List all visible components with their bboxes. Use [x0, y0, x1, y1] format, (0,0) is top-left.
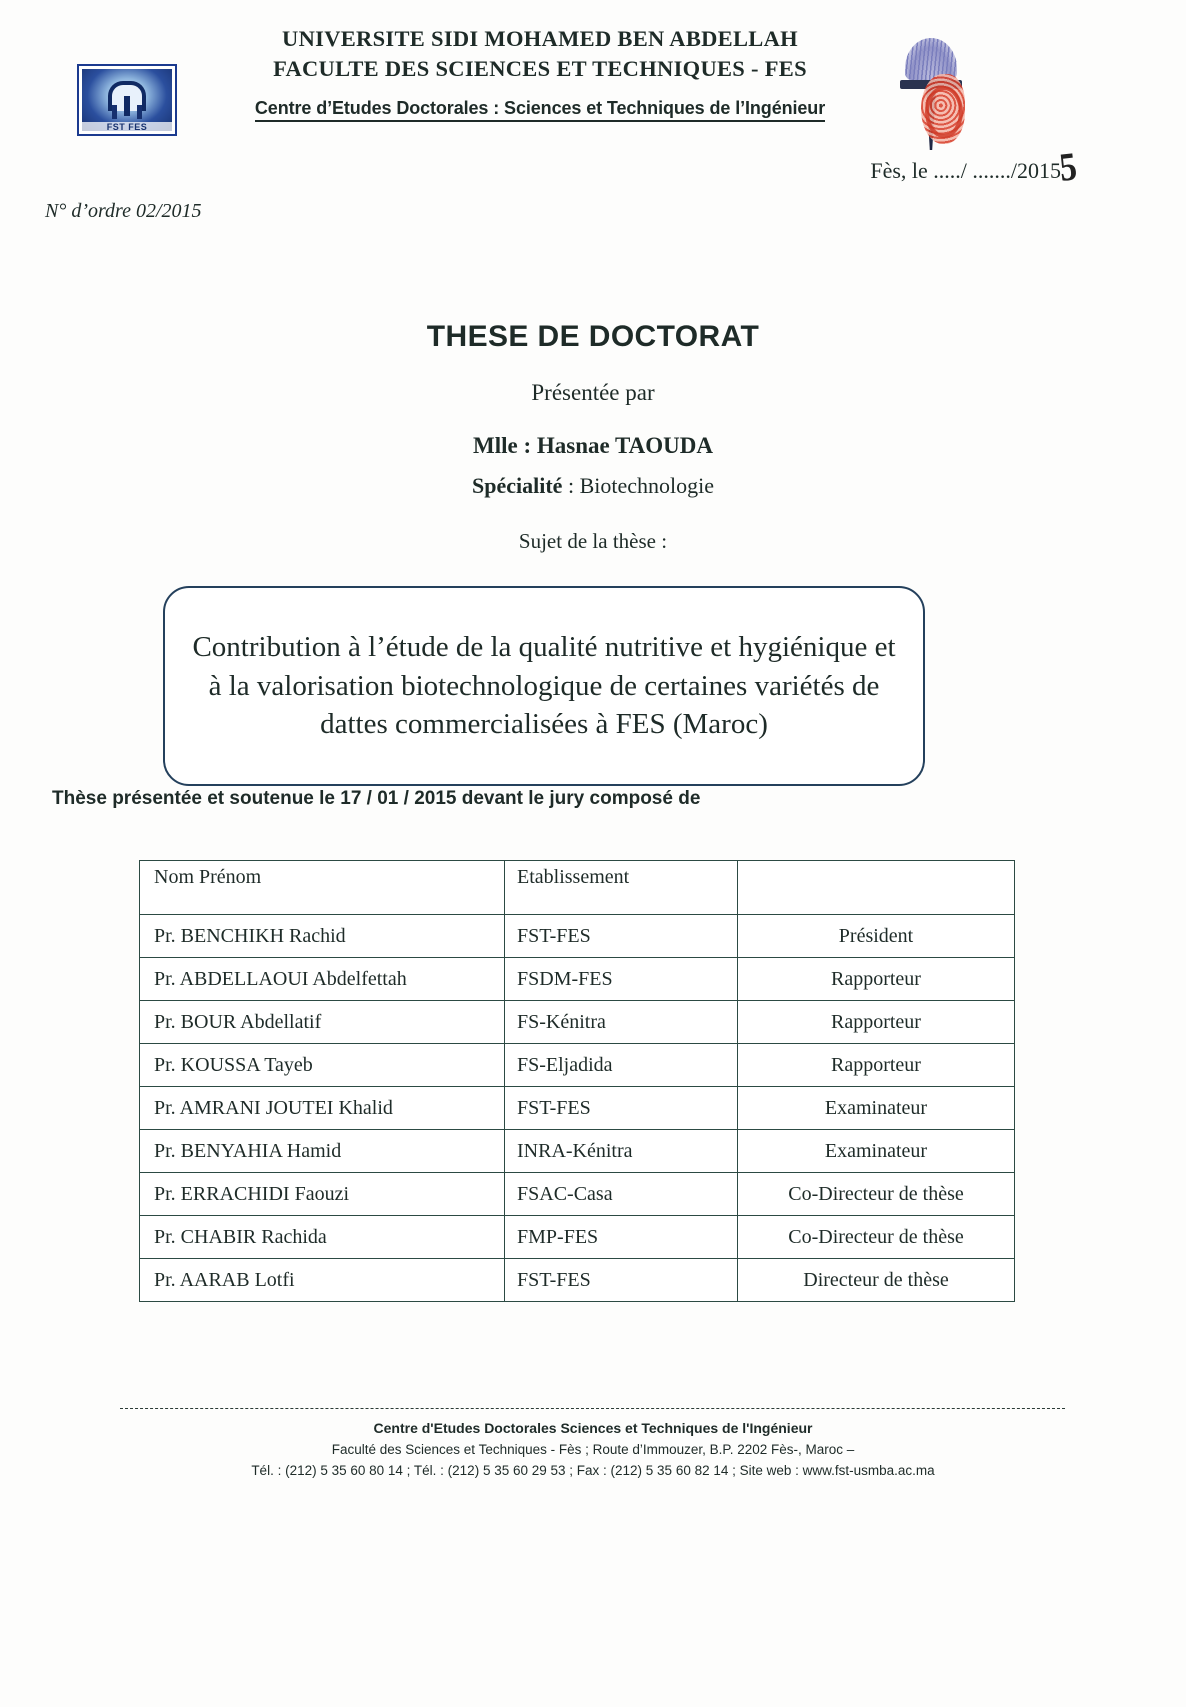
fst-fes-logo-caption: FST FES: [79, 122, 175, 132]
candidate-prefix: Mlle :: [473, 433, 537, 458]
page-footer: [0, 1418, 1186, 1482]
candidate-line: [0, 433, 1186, 459]
header-institution-block: [200, 24, 880, 122]
footer-address: Faculté des Sciences et Techniques - Fès ; Route d’Immouzer, B.P. 2202 Fès-, Maroc –: [331, 1441, 855, 1457]
jury-member-name: Pr. BENCHIKH Rachid: [140, 915, 505, 958]
jury-member-name: Pr. AARAB Lotfi: [140, 1259, 505, 1302]
table-row: [140, 1001, 1015, 1044]
footer-center-name: Centre d'Etudes Doctorales Sciences et Techniques de l'Ingénieur: [373, 1420, 813, 1436]
jury-member-establishment: FS-Kénitra: [505, 1001, 738, 1044]
jury-member-name: Pr. ERRACHIDI Faouzi: [140, 1173, 505, 1216]
jury-member-role: Directeur de thèse: [738, 1259, 1015, 1302]
jury-member-role: Président: [738, 915, 1015, 958]
column-header-name: Nom Prénom: [140, 861, 505, 915]
jury-member-establishment: INRA-Kénitra: [505, 1130, 738, 1173]
jury-member-name: Pr. CHABIR Rachida: [140, 1216, 505, 1259]
jury-member-establishment: FS-Eljadida: [505, 1044, 738, 1087]
jury-member-role: Examinateur: [738, 1087, 1015, 1130]
faculty-name: FACULTE DES SCIENCES ET TECHNIQUES - FES: [273, 55, 807, 81]
footer-divider: [120, 1408, 1065, 1409]
jury-table-header-row: [140, 861, 1015, 915]
table-row: [140, 1044, 1015, 1087]
table-row: [140, 1173, 1015, 1216]
column-header-role: [738, 861, 1015, 915]
jury-table: [139, 860, 1015, 1302]
page-title: THESE DE DOCTORAT: [426, 320, 760, 353]
date-line: Fès, le ...../ ......./2015: [870, 158, 1061, 183]
fst-fes-logo-stem: [124, 96, 130, 116]
table-row: [140, 1216, 1015, 1259]
jury-member-role: Rapporteur: [738, 1044, 1015, 1087]
jury-member-role: Co-Directeur de thèse: [738, 1173, 1015, 1216]
jury-member-establishment: FST-FES: [505, 1087, 738, 1130]
jury-member-role: Rapporteur: [738, 1001, 1015, 1044]
fst-fes-logo-right-leg: [137, 105, 142, 119]
table-row: [140, 1087, 1015, 1130]
jury-member-role: Examinateur: [738, 1130, 1015, 1173]
table-row: [140, 1259, 1015, 1302]
jury-table-body: [140, 861, 1015, 1302]
usmba-emblem-logo: [895, 38, 967, 156]
table-row: [140, 915, 1015, 958]
order-number: N° d’ordre 02/2015: [45, 200, 202, 222]
handwritten-year-digit: 5: [1057, 143, 1079, 190]
table-row: [140, 1130, 1015, 1173]
jury-member-establishment: FSAC-Casa: [505, 1173, 738, 1216]
jury-member-establishment: FMP-FES: [505, 1216, 738, 1259]
presented-by-label: Présentée par: [531, 380, 655, 405]
speciality-label: Spécialité: [472, 473, 563, 498]
jury-member-establishment: FST-FES: [505, 1259, 738, 1302]
jury-member-name: Pr. BENYAHIA Hamid: [140, 1130, 505, 1173]
defense-date-line: Thèse présentée et soutenue le 17 / 01 / 2015 devant le jury composé de: [52, 788, 701, 809]
column-header-establishment: Etablissement: [505, 861, 738, 915]
jury-member-name: Pr. KOUSSA Tayeb: [140, 1044, 505, 1087]
speciality-value: : Biotechnologie: [562, 473, 714, 498]
fst-fes-logo-left-leg: [112, 105, 117, 119]
candidate-name: Hasnae TAOUDA: [536, 433, 713, 458]
jury-member-name: Pr. ABDELLAOUI Abdelfettah: [140, 958, 505, 1001]
jury-member-role: Rapporteur: [738, 958, 1015, 1001]
jury-member-role: Co-Directeur de thèse: [738, 1216, 1015, 1259]
doctoral-center-name: Centre d’Etudes Doctorales : Sciences et Techniques de l’Ingénieur: [255, 98, 825, 122]
jury-member-name: Pr. BOUR Abdellatif: [140, 1001, 505, 1044]
university-name: UNIVERSITE SIDI MOHAMED BEN ABDELLAH: [282, 26, 798, 51]
jury-member-establishment: FSDM-FES: [505, 958, 738, 1001]
table-row: [140, 958, 1015, 1001]
document-header: [0, 24, 1186, 144]
thesis-title-box: [163, 586, 925, 786]
footer-contact: Tél. : (212) 5 35 60 80 14 ; Tél. : (212) 5 35 60 29 53 ; Fax : (212) 5 35 60 82 14 ; Site web : www.fst-usmba.ac.ma: [251, 1462, 935, 1478]
fst-fes-logo: [77, 64, 177, 136]
thesis-title: Contribution à l’étude de la qualité nutritive et hygiénique et à la valorisation biotechnologique de certaines variétés de dattes commercialisées à FES (Maroc): [192, 631, 896, 741]
jury-member-name: Pr. AMRANI JOUTEI Khalid: [140, 1087, 505, 1130]
jury-member-establishment: FST-FES: [505, 915, 738, 958]
subject-label: Sujet de la thèse :: [518, 529, 668, 553]
emblem-knot-ring: [925, 86, 963, 138]
speciality-line: [0, 473, 1186, 499]
